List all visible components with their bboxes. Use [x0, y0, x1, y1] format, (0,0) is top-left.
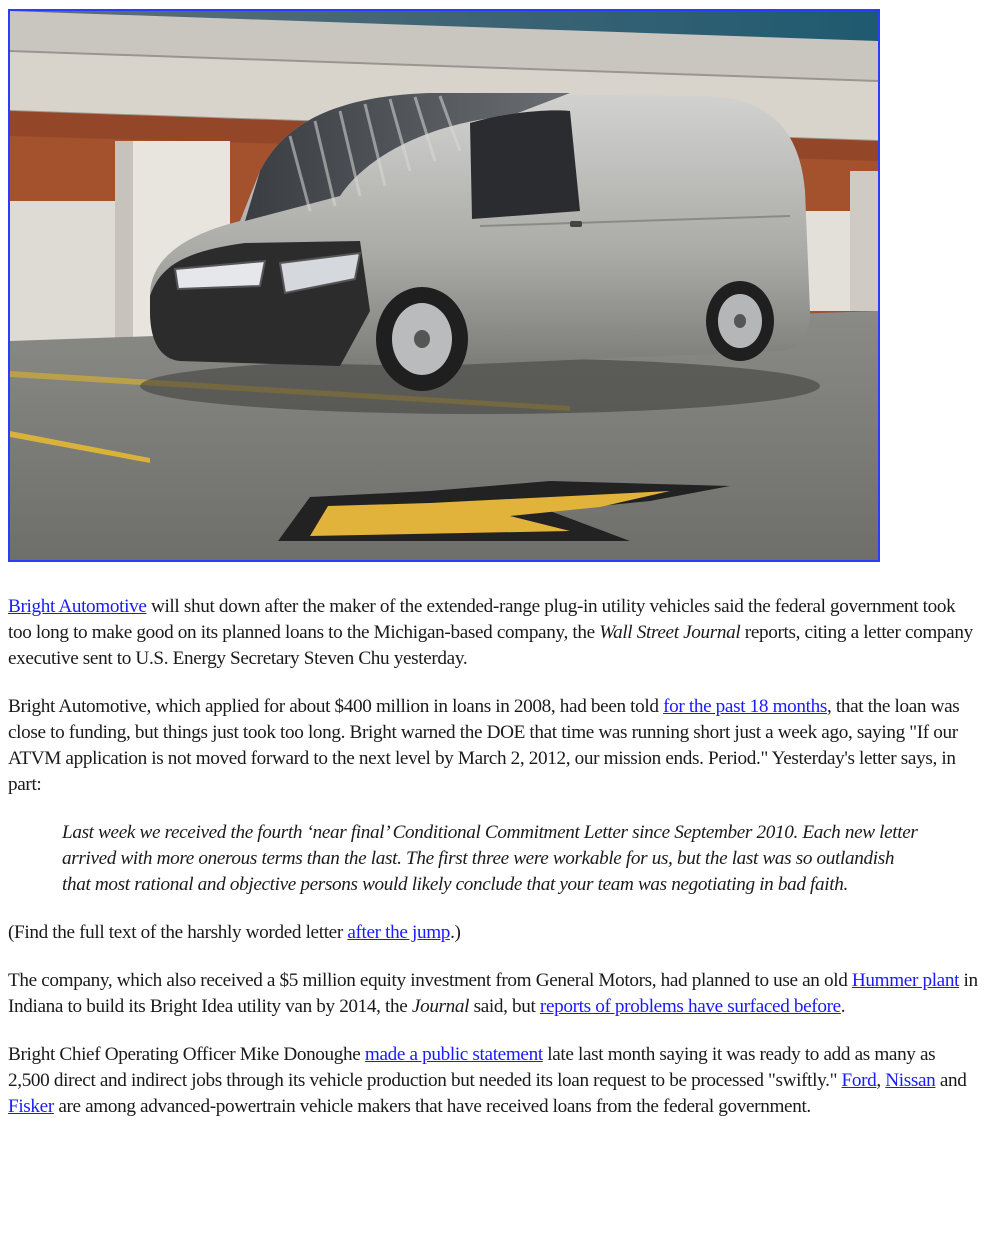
letter-quote: Last week we received the fourth ‘near final’ Conditional Commitment Letter since September 2010. Each new letter arrived with more onerous terms than the last. The first three were workable for us, but the last was so outlandish that most rational and objective persons would likely conclude that your team was negotiating in bad faith. [62, 822, 918, 895]
paragraph-text: said, but [469, 996, 540, 1017]
link-bright-automotive[interactable]: Bright Automotive [8, 596, 147, 617]
link-fisker[interactable]: Fisker [8, 1096, 54, 1117]
paragraph-text: , that the loan was close to funding, but things just took too long. Bright warned the DOE that time was running short just a week ago, saying "If our ATVM application is not moved forward to the next level by March 2, 2012, our mission ends. Period." Yesterday's letter says, in part: [8, 696, 960, 795]
paragraph-text: late last month saying it was ready to add as many as 2,500 direct and indirect jobs through its vehicle production but needed its loan request to be processed "swiftly." [8, 1044, 936, 1091]
article-photo-link[interactable] [8, 9, 880, 562]
paragraph-text: The company, which also received a $5 million equity investment from General Motors, had planned to use an old [8, 970, 852, 991]
paragraph-text: (Find the full text of the harshly worded letter [8, 922, 348, 943]
journal-title: Journal [411, 996, 470, 1017]
paragraph-text: are among advanced-powertrain vehicle makers that have received loans from the federal government. [53, 1096, 811, 1117]
paragraph-text: in Indiana to build its Bright Idea utility van by 2014, the [8, 970, 978, 1017]
paragraph-text: Bright Automotive, which applied for about $400 million in loans in 2008, had been told [8, 696, 664, 717]
paragraph-text: will shut down after the maker of the extended-range plug-in utility vehicles said the federal government took too long to make good on its planned loans to the Michigan-based company, the [8, 596, 956, 643]
link-public-statement[interactable]: made a public statement [364, 1044, 543, 1065]
wsj-title: Wall Street Journal [599, 622, 741, 643]
link-past-18-months[interactable]: for the past 18 months [663, 696, 827, 717]
link-ford[interactable]: Ford [841, 1070, 877, 1091]
paragraph-text: Bright Chief Operating Officer Mike Donoughe [8, 1044, 365, 1065]
bright-idea-van-photo [10, 11, 878, 560]
link-nissan[interactable]: Nissan [885, 1070, 936, 1091]
paragraph-text: and [935, 1070, 967, 1091]
paragraph-text: . [840, 996, 846, 1017]
paragraph-jump [8, 920, 980, 946]
link-reports-of-problems[interactable]: reports of problems have surfaced before [539, 996, 841, 1017]
paragraph-loans [8, 694, 980, 798]
paragraph-gm [8, 968, 980, 1020]
paragraph-intro [8, 594, 980, 672]
article-body [8, 594, 980, 1142]
paragraph-text: .) [450, 922, 461, 943]
link-after-the-jump[interactable]: after the jump [347, 922, 451, 943]
link-hummer-plant[interactable]: Hummer plant [851, 970, 960, 991]
paragraph-text: , [876, 1070, 886, 1091]
paragraph-coo [8, 1042, 980, 1120]
paragraph-text: reports, citing a letter company executive sent to U.S. Energy Secretary Steven Chu yesterday. [8, 622, 973, 669]
